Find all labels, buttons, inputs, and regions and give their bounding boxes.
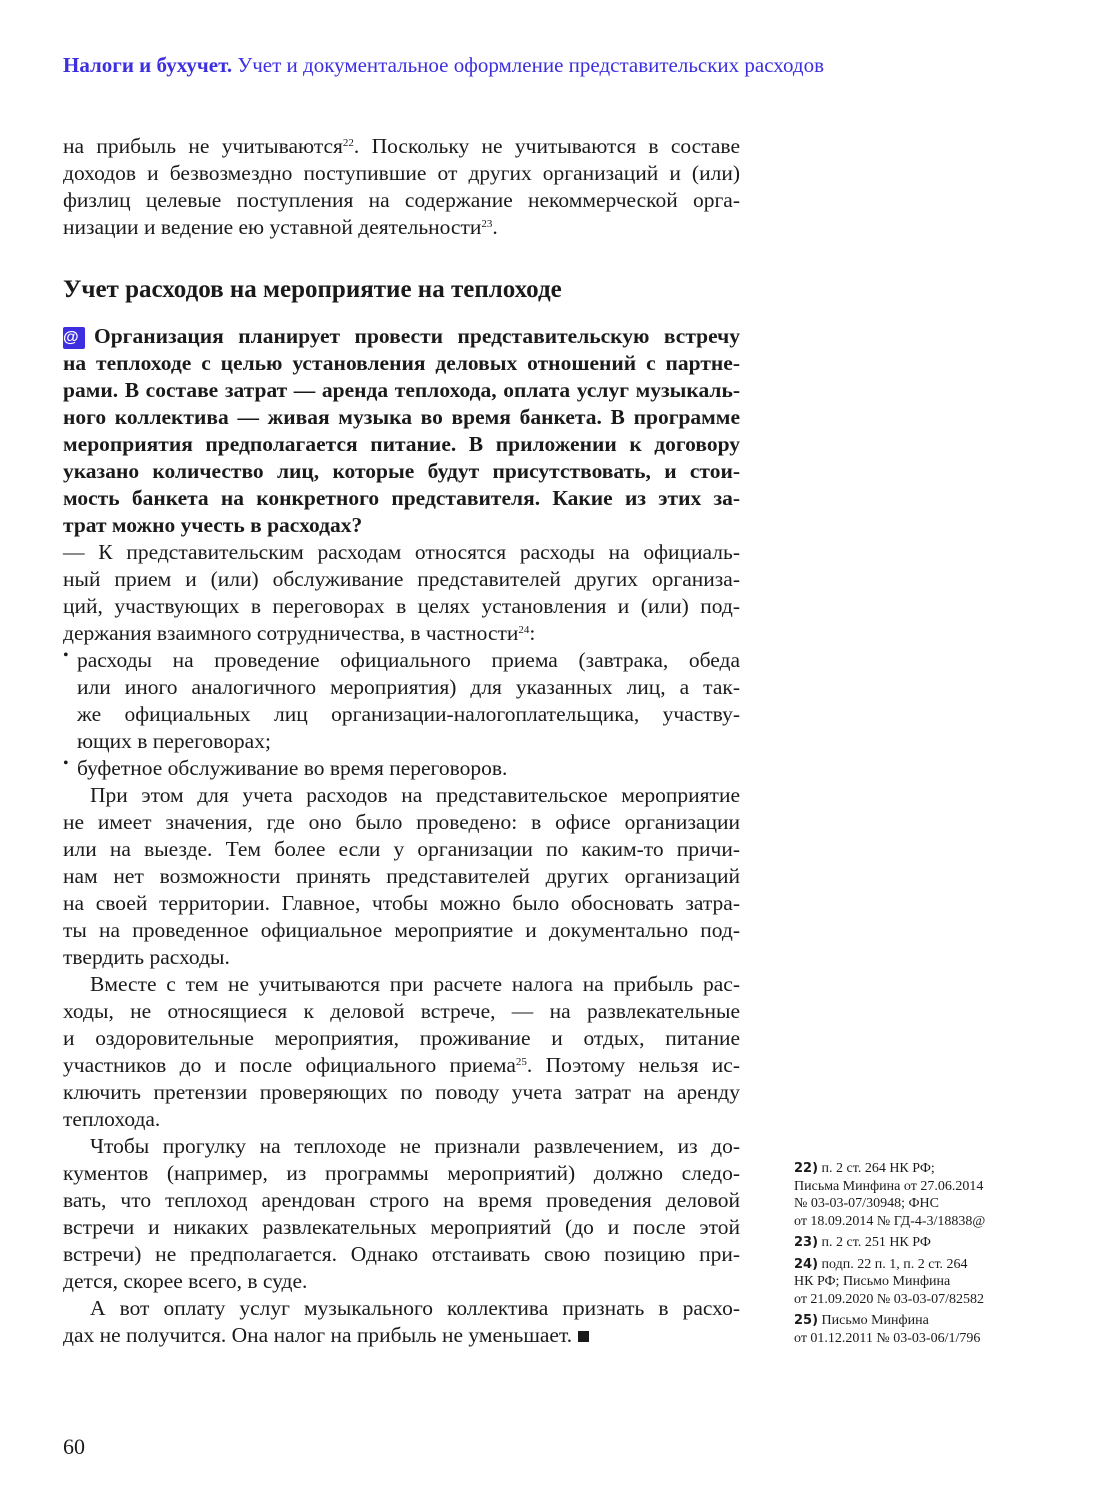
page-number: 60 [63, 1434, 85, 1459]
text-line: и оздоровительные мероприятия, проживание и отдых, питание [63, 1026, 740, 1050]
bullet-item [63, 647, 740, 755]
footnote-ref: 24 [518, 624, 530, 636]
text-line: кументов (например, из программы мероприятий) должно следо- [63, 1161, 740, 1185]
footnote-number: 25) [794, 1313, 819, 1328]
footnote-text: Письмо Минфина [821, 1313, 929, 1328]
text-line: участников до и после официального приема$^{25}$. Поэтому нельзя ис- [63, 1053, 741, 1077]
text-line: трат можно учесть в расходах? [63, 513, 363, 537]
text-line: мость банкета на конкретного представителя. Какие из этих за- [63, 486, 740, 510]
text-line: нам нет возможности принять представителей других организаций [63, 864, 740, 888]
text-line: указано количество лиц, которые будут присутствовать, и стои- [63, 459, 740, 483]
bullet-icon: • [63, 755, 69, 772]
text-line: А вот оплату услуг музыкального коллектива признать в расхо- [90, 1296, 740, 1320]
text-line: на теплоходе с целью установления деловых отношений с партне- [63, 351, 740, 375]
footnote-text: п. 2 ст. 251 НК РФ [821, 1235, 931, 1250]
body-paragraph [63, 1295, 740, 1349]
text-line: ного коллектива — живая музыка во время банкета. В программе [63, 405, 740, 429]
footnote-text: от 18.09.2014 № ГД-4-3/18838@ [794, 1213, 986, 1229]
text-line: буфетное обслуживание во время переговоров. [77, 756, 508, 780]
text-line: физлиц целевые поступления на содержание некоммерческой орга- [63, 188, 740, 212]
footnote-ref: 22 [342, 137, 354, 149]
header-title: Учет и документальное оформление представительских расходов [237, 53, 824, 77]
footnote-text: подп. 22 п. 1, п. 2 ст. 264 [821, 1256, 968, 1272]
header-section: Налоги и бухучет. [63, 53, 233, 77]
running-header [63, 53, 824, 78]
text-line: При этом для учета расходов на представительское мероприятие [90, 783, 740, 807]
text-line: встречи) не предполагается. Однако отстаивать свою позицию при- [63, 1242, 740, 1266]
end-mark-icon [578, 1331, 589, 1342]
footnote-text: № 03-03-07/30948; ФНС [794, 1196, 939, 1211]
footnote-text: п. 2 ст. 264 НК РФ; [821, 1161, 935, 1176]
footnote [794, 1256, 1034, 1309]
body-paragraph [63, 971, 740, 1133]
text-line: твердить расходы. [63, 945, 230, 969]
footnote [794, 1312, 1034, 1347]
footnote-text: от 01.12.2011 № 03-03-06/1/796 [794, 1330, 981, 1346]
footnote-number: 24) [794, 1256, 819, 1272]
answer-block [63, 539, 740, 1349]
text-line: ты на проведенное официальное мероприятие и документально под- [63, 918, 740, 942]
text-line: же официальных лиц организации-налогоплательщика, участву- [77, 702, 740, 726]
bullet-icon: • [63, 647, 69, 664]
footnote-text: от 21.09.2020 № 03-03-07/82582 [794, 1291, 985, 1307]
text-line: вать, что теплоход арендован строго на время проведения деловой [63, 1188, 740, 1212]
section-heading: Учет расходов на мероприятие на теплоходе [63, 276, 562, 303]
text-line: или на выезде. Тем более если у организации по каким-то причи- [63, 837, 740, 861]
footnote-number: 23) [794, 1235, 819, 1250]
question-block [63, 323, 740, 539]
text-line: ный прием и (или) обслуживание представителей других организа- [63, 567, 740, 591]
text-line: на прибыль не учитываются$^{22}$. Поскольку не учитываются в составе [63, 134, 740, 158]
text-line: Чтобы прогулку на теплоходе не признали развлечением, из до- [90, 1134, 740, 1158]
text-line: встречи и никаких развлекательных мероприятий (до и после этой [63, 1215, 740, 1239]
footnote [794, 1160, 1034, 1230]
text-line: теплохода. [63, 1107, 161, 1131]
text-line: или иного аналогичного мероприятия) для указанных лиц, а так- [77, 675, 740, 699]
at-icon: @ [63, 327, 85, 349]
footnote-ref: 23 [481, 218, 493, 230]
text-line: мероприятия предполагается питание. В приложении к договору [63, 432, 740, 456]
footnote-text: Письма Минфина от 27.06.2014 [794, 1178, 984, 1194]
text-line: ющих в переговорах; [77, 729, 271, 753]
footnotes [794, 1160, 1034, 1351]
text-line: на своей территории. Главное, чтобы можно было обосновать затра- [63, 891, 740, 915]
intro-paragraph [63, 133, 740, 241]
body-paragraph [63, 782, 740, 971]
footnote [794, 1234, 1034, 1252]
footnote-text: НК РФ; Письмо Минфина [794, 1274, 951, 1289]
text-line: ходы, не относящиеся к деловой встрече, — на развлекательные [63, 999, 740, 1023]
text-line: низации и ведение ею уставной деятельности$^{23}$. [63, 215, 498, 239]
bullet-item [63, 755, 740, 782]
text-line: ключить претензии проверяющих по поводу учета затрат на аренду [63, 1080, 740, 1104]
text-line: рами. В составе затрат — аренда теплохода, оплата услуг музыкаль- [63, 378, 740, 402]
text-line: расходы на проведение официального приема (завтрака, обеда [77, 648, 740, 672]
text-line: доходов и безвозмездно поступившие от других организаций и (или) [63, 161, 740, 185]
text-line: не имеет значения, где оно было проведено: в офисе организации [63, 810, 740, 834]
text-line: ций, участвующих в переговорах в целях установления и (или) под- [63, 594, 740, 618]
text-line: @ Организация планирует провести представительскую встречу [63, 324, 740, 348]
text-line: дах не получится. Она налог на прибыль не уменьшает. [63, 1322, 740, 1349]
footnote-number: 22) [794, 1161, 819, 1176]
text-line: держания взаимного сотрудничества, в частности$^{24}$: [63, 621, 536, 645]
text-line: — К представительским расходам относятся расходы на официаль- [63, 540, 740, 564]
footnote-ref: 25 [515, 1056, 527, 1068]
text-line: дется, скорее всего, в суде. [63, 1269, 308, 1293]
text-line: Вместе с тем не учитываются при расчете налога на прибыль рас- [90, 972, 740, 996]
body-paragraph [63, 1133, 740, 1295]
